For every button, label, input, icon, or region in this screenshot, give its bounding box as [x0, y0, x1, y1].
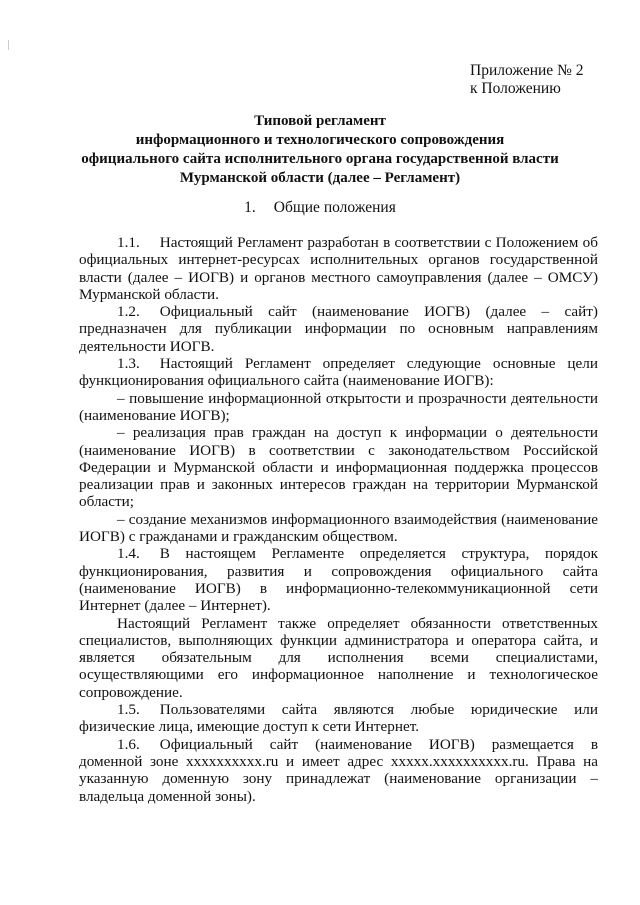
- appendix-line-2: к Положению: [470, 80, 561, 97]
- paragraph-text: Пользователями сайта являются любые юридические или физические лица, имеющие доступ к сети Интернет.: [79, 701, 598, 736]
- paragraph-text: Официальный сайт (наименование ИОГВ) (далее – сайт) предназначен для публикации информации по основным направлениям деятельности ИОГВ.: [79, 303, 598, 355]
- item-number: 1.2.: [117, 303, 140, 321]
- section-heading: [0, 199, 640, 217]
- paragraph-text: Настоящий Регламент разработан в соответствии с Положением об официальных интернет-ресурсах исполнительных органов государственной власти (далее – ИОГВ) и органов местного самоуправления (далее – ОМСУ) Мурманской области.: [79, 234, 598, 303]
- title-line-1: Типовой регламент: [254, 113, 386, 129]
- item-number: 1.6.: [117, 735, 140, 753]
- paragraph-text: – создание механизмов информационного взаимодействия (наименование ИОГВ) с гражданами и гражданским обществом.: [79, 510, 598, 546]
- list-item-citizen-rights: [79, 424, 598, 510]
- title-line-4: Мурманской области (далее – Регламент): [179, 170, 461, 186]
- appendix-line-1: Приложение № 2: [470, 62, 584, 79]
- section-title: Общие положения: [273, 199, 396, 216]
- paragraph-text: – повышение информационной открытости и прозрачности деятельности (наименование ИОГВ);: [79, 389, 598, 424]
- scan-edge-mark: [8, 40, 9, 50]
- paragraph-1-1: [79, 234, 598, 303]
- item-number: 1.5.: [117, 701, 140, 719]
- list-item-interaction: [79, 511, 598, 546]
- paragraph-1-5: [79, 701, 598, 736]
- paragraph-text: Настоящий Регламент определяет следующие основные цели функционирования официального сайта (наименование ИОГВ):: [79, 355, 598, 390]
- appendix-header: [470, 62, 583, 98]
- document-title: [40, 112, 600, 188]
- paragraph-text: Официальный сайт (наименование ИОГВ) размещается в доменной зоне xxxxxxxxxx.ru и имеет адрес xxxxx.xxxxxxxxxx.ru. Права на указанную доменную зону принадлежат (наименование организации – владельца доменной зоны).: [79, 735, 598, 805]
- paragraph-responsibilities: [79, 615, 598, 701]
- paragraph-1-2: [79, 303, 598, 355]
- item-number: 1.1.: [117, 234, 140, 251]
- paragraph-text: В настоящем Регламенте определяется структура, порядок функционирования, развития и сопровождения официального сайта (наименование ИОГВ) в информационно-телекоммуникационной сети Интернет (далее – Интернет).: [79, 545, 598, 615]
- title-line-3: официального сайта исполнительного органа государственной власти: [81, 151, 559, 167]
- title-line-2: информационного и технологического сопровождения: [135, 132, 505, 148]
- item-number: 1.4.: [117, 545, 140, 563]
- paragraph-1-3: [79, 355, 598, 390]
- paragraph-1-4: [79, 545, 598, 614]
- paragraph-1-6: [79, 736, 598, 805]
- paragraph-text: – реализация прав граждан на доступ к информации о деятельности (наименование ИОГВ) в соответствии с законодательством Российской Федерации и Мурманской области и информационная поддержка процессов реализации прав и законных интересов граждан на территории Мурманской области;: [79, 424, 598, 511]
- paragraph-text: Настоящий Регламент также определяет обязанности ответственных специалистов, выполняющих функции администратора и оператора сайта, и является обязательным для исполнения всеми специалистами, осуществляющими его информационное наполнение и технологическое сопровождение.: [79, 614, 598, 701]
- section-number: 1.: [244, 199, 256, 216]
- item-number: 1.3.: [117, 355, 140, 373]
- document-body: [79, 234, 598, 805]
- list-item-transparency: [79, 390, 598, 425]
